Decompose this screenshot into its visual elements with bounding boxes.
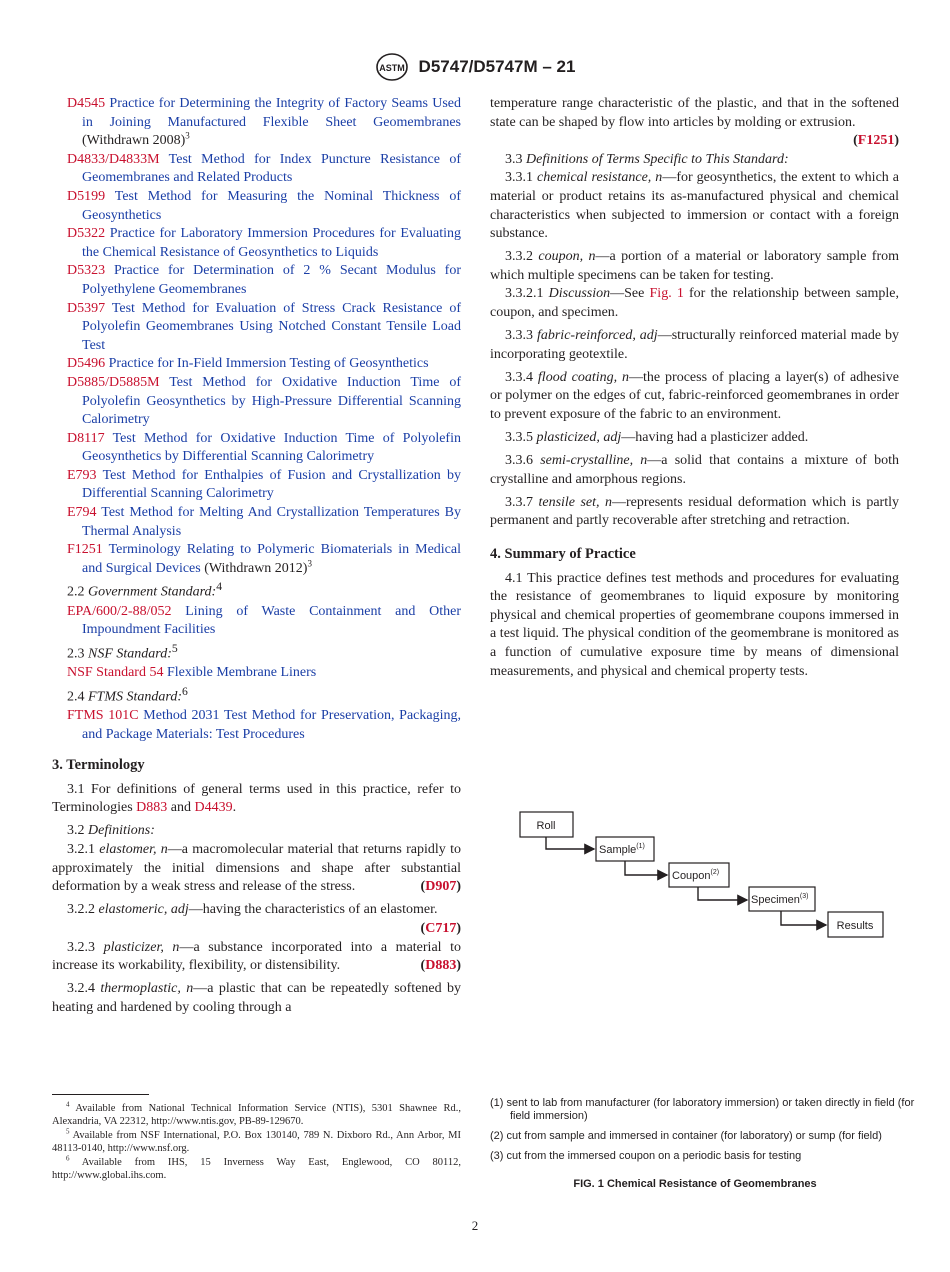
footnote-4: $^4$ Available from National Technical Information Service (NTIS), 5301 Shawnee Rd., Alexandria, VA 22312, http://www.ntis.gov, PB-89-129670. [52,1100,461,1128]
figure-note: (3) cut from the immersed coupon on a periodic basis for testing [490,1150,802,1162]
reference-code[interactable]: D5397 [67,300,106,316]
summary-heading: 4. Summary of Practice [490,546,636,563]
ftms-standard-heading: 2.4 FTMS Standard:$^6$ [67,684,188,705]
flow-box-coupon [669,863,729,887]
svg-text:Roll: Roll [536,820,556,832]
reference-note: (Withdrawn 2008) [82,133,186,149]
reference-title[interactable]: Test Method for Index Puncture Resistance of Geomembranes and Related Products [82,151,461,186]
footnote-5: $^5$ Available from NSF International, P.O. Box 130140, 789 N. Dixboro Rd., Ann Arbor, MI 48113-0140, http://www.nsf.org. [52,1127,462,1155]
footnote-ref: 3 [307,558,312,569]
para-3-2-4-cont: temperature range characteristic of the plastic, and that in the softened state can be shaped by flow into articles by molding or extrusion. (F1251) [490,96,899,149]
reference-title[interactable]: Practice for Determination of 2 % Secant Modulus for Polyethylene Geomembranes [82,263,461,297]
reference-title[interactable]: Test Method for Enthalpies of Fusion and Crystallization by Differential Scanning Calorimetry [82,467,462,502]
flow-diagram [490,800,910,1090]
para-3-3-2: 3.3.2 coupon, n—a portion of a material or laboratory sample from which multiple specimens can be taken for testing. [490,249,900,283]
footnote-ref: 3 [185,130,190,141]
para-3-3-6: 3.3.6 semi-crystalline, n—a solid that contains a mixture of both crystalline and amorphous regions. [490,453,899,487]
svg-text:Sample(1): Sample$^{(1)}$ [599,843,645,856]
para-3-3-2-1: 3.3.2.1 Discussion—See Fig. 1 for the relationship between sample, coupon, and specimen. [490,286,900,321]
right-column [490,95,899,681]
astm-logo-icon [375,52,409,82]
reference-title[interactable]: Practice for Determining the Integrity of Factory Seams Used in Joining Manufactured Flexible Sheet Geomembranes [82,96,461,130]
reference-item[interactable]: FTMS 101C Method 2031 Test Method for Preservation, Packaging, and Package Materials: Test Procedures [67,707,461,742]
para-3-3-3: 3.3.3 fabric-reinforced, adj—structurally reinforced material made by incorporating geotextile. [490,328,899,362]
left-column [52,95,461,1017]
standard-designation: D5747/D5747M – 21 [418,57,576,76]
footnote-6: $^6$ Available from IHS, 15 Inverness Way East, Englewood, CO 80112, http://www.global.ihs.com. [52,1154,462,1182]
reference-code[interactable]: D4545 [67,96,106,111]
reference-item[interactable] [52,541,461,578]
figure-notes [490,1097,920,1173]
svg-text:Results: Results [836,920,874,932]
footnotes [52,1102,461,1182]
c717-link[interactable]: C717 [425,920,457,936]
reference-title[interactable]: Practice for In-Field Immersion Testing of Geosynthetics [108,356,429,372]
flow-arrow [546,837,594,849]
svg-text:Specimen(3): Specimen$^{(3)}$ [751,893,809,906]
para-3-3-5: 3.3.5 plasticized, adj—having had a plasticizer added. [505,430,809,446]
reference-item[interactable]: NSF Standard 54 Flexible Membrane Liners [67,665,317,681]
reference-code[interactable]: D5885/D5885M [67,374,160,390]
reference-code[interactable]: D4833/D4833M [67,151,160,167]
d907-link[interactable]: D907 [425,879,457,895]
reference-code[interactable]: D5496 [67,356,106,372]
flow-arrow [698,887,747,900]
reference-code[interactable]: F1251 [67,542,103,558]
nsf-standard-heading: 2.3 NSF Standard:$^5$ [67,641,178,662]
reference-code[interactable]: E794 [67,505,97,521]
f1251-link[interactable]: F1251 [857,133,895,149]
reference-title[interactable]: Test Method for Melting And Crystallization Temperatures By Thermal Analysis [82,505,461,539]
para-3-2-2: 3.2.2 elastomeric, adj—having the characteristics of an elastomer. (C717) [67,902,461,936]
terminology-heading: 3. Terminology [52,757,145,774]
reference-item[interactable] [52,262,461,299]
reference-note: (Withdrawn 2012) [200,560,308,576]
reference-code[interactable]: E793 [67,467,97,483]
reference-item[interactable] [52,374,461,430]
d4439-link[interactable]: D4439 [194,800,233,816]
reference-list [52,95,461,578]
para-3-2-1: 3.2.1 elastomer, n—a macromolecular material that returns rapidly to approximately the initial dimensions and shape after substantial deformation by a weak stress and release of the stress. (D907) [52,842,461,895]
reference-item[interactable] [52,225,461,262]
figure-caption: FIG. 1 Chemical Resistance of Geomembranes [573,1178,817,1190]
reference-title[interactable]: Practice for Laboratory Immersion Procedures for Evaluating the Chemical Resistance of Geosynthetics to Liquids [82,226,461,260]
reference-title[interactable]: Test Method for Measuring the Nominal Thickness of Geosynthetics [82,188,461,223]
svg-text:ASTM: ASTM [378,63,405,73]
flow-box-roll [520,812,573,837]
reference-code[interactable]: D5323 [67,263,106,279]
para-3-3: 3.3 Definitions of Terms Specific to This Standard: [505,151,789,167]
reference-item[interactable] [52,151,461,188]
reference-code[interactable]: D5199 [67,188,106,204]
reference-title[interactable]: Test Method for Oxidative Induction Time of Polyolefin Geosynthetics by Differential Scanning Calorimetry [82,430,461,465]
reference-title[interactable]: Terminology Relating to Polymeric Biomaterials in Medical and Surgical Devices [82,542,461,576]
para-3-2: 3.2 Definitions: [67,823,155,839]
figure-note: (1) sent to lab from manufacturer (for laboratory immersion) or taken directly in field (for field immersion) [490,1097,915,1122]
flow-arrow [781,911,826,925]
para-3-1: 3.1 For definitions of general terms used in this practice, refer to Terminologies D883 and D4439. [52,781,461,816]
reference-item[interactable] [52,188,461,225]
reference-item[interactable] [52,95,461,151]
para-4-1: 4.1 This practice defines test methods and procedures for evaluating the resistance of geomembranes to liquid exposure by monitoring physical and chemical properties of geomembrane coupons immersed in a test liquid. The physical condition of the geomembrane is monitored as a function of cumulative exposure time by means of dimensional measurements, and physical and chemical property tests. [490,570,899,679]
reference-title[interactable]: Test Method for Evaluation of Stress Crack Resistance of Polyolefin Geomembranes Using Notched Constant Tensile Load Test [82,300,461,353]
page-number: 2 [471,1218,479,1233]
flow-arrow [625,861,667,875]
para-3-3-4: 3.3.4 flood coating, n—the process of placing a layer(s) of adhesive or polymer on the edges of cut, fabric-reinforced geomembranes in order to prevent exposure of the fabric to an environment. [490,369,899,422]
reference-code[interactable]: D8117 [67,430,105,446]
reference-item[interactable] [52,355,461,374]
svg-text:Coupon(2): Coupon$^{(2)}$ [672,869,720,882]
reference-item[interactable] [52,504,461,541]
figure-note: (2) cut from sample and immersed in container (for laboratory) or sump (for field) [490,1130,882,1142]
footnote-divider [52,1094,149,1095]
gov-standard-heading: 2.2 Government Standard:$^4$ [67,580,223,601]
para-3-2-3: 3.2.3 plasticizer, n—a substance incorporated into a material to increase its workability, flexibility, or distensibility. (D883) [52,939,462,974]
reference-item[interactable]: EPA/600/2-88/052 Lining of Waste Containment and Other Impoundment Facilities [67,603,461,638]
reference-item[interactable] [52,467,461,504]
reference-title[interactable]: Test Method for Oxidative Induction Time of Polyolefin Geosynthetics by High-Pressure Differential Scanning Calorimetry [82,374,461,428]
d883-source-link[interactable]: D883 [425,958,457,974]
flow-box-sample [596,837,654,861]
d883-link[interactable]: D883 [136,800,168,816]
reference-item[interactable] [52,300,461,356]
reference-code[interactable]: D5322 [67,226,106,242]
para-3-3-1: 3.3.1 chemical resistance, n—for geosynthetics, the extent to which a material or product retains its as-manufactured physical and chemical characteristics when subjected to immersion or contact with a foreign substance. [490,170,900,242]
para-3-3-7: 3.3.7 tensile set, n—represents residual deformation which is partly permanent and partly recoverable after stretching and retraction. [490,494,900,529]
flow-box-results [828,912,883,937]
flow-box-specimen [749,887,815,911]
para-3-2-4: 3.2.4 thermoplastic, n—a plastic that can be repeatedly softened by heating and hardened by cooling through a [52,981,461,1015]
fig-1-link[interactable]: Fig. 1 [649,286,684,302]
page-header [0,52,950,86]
reference-item[interactable] [52,430,461,467]
